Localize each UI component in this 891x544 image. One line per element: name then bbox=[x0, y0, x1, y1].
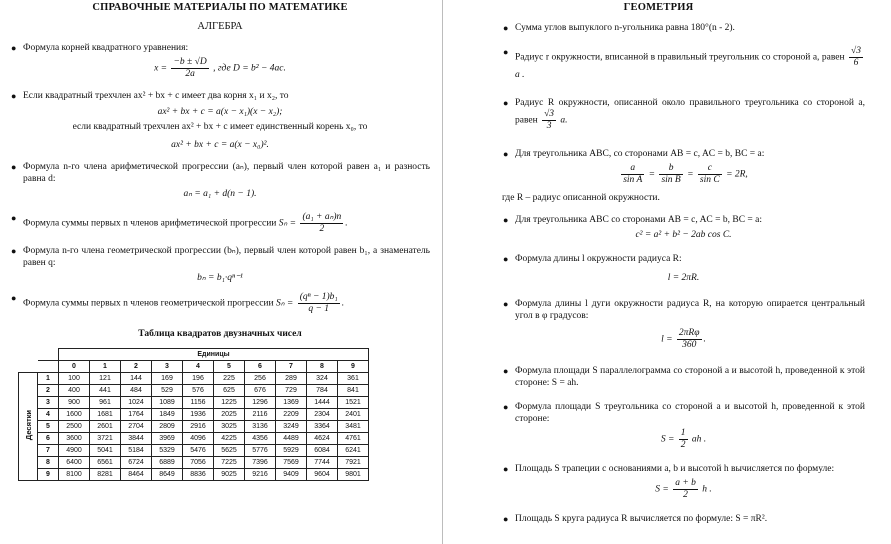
square-value-cell: 7396 bbox=[245, 457, 276, 469]
square-value-cell: 4761 bbox=[338, 433, 369, 445]
table-row bbox=[19, 385, 369, 397]
square-value-cell: 1681 bbox=[90, 409, 121, 421]
unit-header-cell: 0 bbox=[59, 361, 90, 373]
square-value-cell: 2025 bbox=[214, 409, 245, 421]
square-value-cell: 3721 bbox=[90, 433, 121, 445]
quadratic-denominator: 2a bbox=[185, 69, 195, 79]
trinomial-text: Если квадратный трехчлен ax² + bx + c имеет два корня x₁ и x₂, то bbox=[23, 91, 289, 101]
inscribed-radius-text: Радиус r окружности, вписанной в правильный треугольник со стороной a, равен bbox=[515, 52, 845, 63]
tens-index-cell: 9 bbox=[38, 469, 59, 481]
circumference-item bbox=[502, 253, 865, 265]
square-value-cell: 9801 bbox=[338, 469, 369, 481]
square-value-cell: 576 bbox=[183, 385, 214, 397]
arithmetic-sum-item bbox=[10, 212, 430, 235]
sines-denominator-b: sin B bbox=[661, 175, 681, 185]
arc-lhs: l = bbox=[661, 334, 673, 345]
square-value-cell: 121 bbox=[90, 373, 121, 385]
square-value-cell: 225 bbox=[214, 373, 245, 385]
square-value-cell: 3844 bbox=[121, 433, 152, 445]
law-of-sines-text: Для треугольника ABC, со сторонами AB = c, AC = b, BC = a: bbox=[515, 149, 765, 159]
square-value-cell: 4489 bbox=[276, 433, 307, 445]
square-value-cell: 6241 bbox=[338, 445, 369, 457]
circle-area-text: Площадь S круга радиуса R вычисляется по формуле: S = πR². bbox=[515, 514, 768, 524]
arc-length-formula: l = $\frac{\text{2πRφ}}{360}$ . bbox=[661, 328, 706, 350]
polygon-angles-item bbox=[502, 22, 865, 34]
square-value-cell: 1024 bbox=[121, 397, 152, 409]
inscribed-radius-denominator: 6 bbox=[853, 58, 859, 68]
square-value-cell: 529 bbox=[152, 385, 183, 397]
geometric-sum-numerator: (qⁿ − 1)b₁ bbox=[299, 292, 338, 302]
square-value-cell: 3249 bbox=[276, 421, 307, 433]
arc-length-text: Формула длины l дуги окружности радиуса R, на которую опирается центральный угол в φ градусов: bbox=[515, 299, 865, 321]
square-value-cell: 1444 bbox=[307, 397, 338, 409]
square-value-cell: 784 bbox=[307, 385, 338, 397]
tens-index-cell: 2 bbox=[38, 385, 59, 397]
square-value-cell: 8649 bbox=[152, 469, 183, 481]
geometric-sum-denominator: q − 1 bbox=[308, 304, 330, 314]
square-value-cell: 2209 bbox=[276, 409, 307, 421]
column-divider bbox=[442, 0, 443, 544]
geometric-sum-formula: Sₙ = $\frac{\text{(qⁿ − 1)b₁}}{q - 1}$ . bbox=[275, 292, 345, 314]
square-value-cell: 4900 bbox=[59, 445, 90, 457]
quadratic-lhs: x = bbox=[154, 63, 168, 74]
bullet-icon: ● bbox=[11, 162, 17, 172]
square-value-cell: 2116 bbox=[245, 409, 276, 421]
bullet-icon: ● bbox=[503, 254, 509, 264]
inscribed-radius-tail: a . bbox=[515, 70, 525, 80]
bullet-icon: ● bbox=[11, 43, 17, 53]
arithmetic-sum-text: Формула суммы первых n членов арифметической прогрессии bbox=[23, 218, 277, 229]
quadratic-rhs: , где D = b² − 4ac. bbox=[213, 63, 286, 74]
sines-denominator-a: sin A bbox=[623, 175, 643, 185]
triangle-area-item bbox=[502, 401, 865, 425]
polygon-angles-text: Сумма углов выпуклого n-угольника равна 180°(n - 2). bbox=[515, 23, 735, 33]
table-row bbox=[19, 373, 369, 385]
square-value-cell: 169 bbox=[152, 373, 183, 385]
triangle-area-text: Формула площади S треугольника со стороной a и высотой h, проведенной к этой стороне: bbox=[515, 402, 865, 424]
unit-header-cell: 3 bbox=[152, 361, 183, 373]
square-value-cell: 9409 bbox=[276, 469, 307, 481]
triangle-area-formula bbox=[502, 428, 865, 451]
geometric-sum-item bbox=[10, 292, 430, 315]
table-corner-2 bbox=[38, 349, 59, 361]
circle-area-item bbox=[502, 513, 865, 525]
tens-index-cell: 6 bbox=[38, 433, 59, 445]
quadratic-fraction bbox=[171, 57, 208, 80]
square-value-cell: 2916 bbox=[183, 421, 214, 433]
law-of-cosines-item bbox=[502, 214, 865, 226]
square-value-cell: 7225 bbox=[214, 457, 245, 469]
tens-index-cell: 4 bbox=[38, 409, 59, 421]
arc-fraction bbox=[677, 328, 702, 351]
sines-numerator-a: a bbox=[621, 163, 644, 175]
law-of-cosines-formula: c² = a² + b² − 2ab cos C. bbox=[635, 230, 732, 240]
square-value-cell: 6400 bbox=[59, 457, 90, 469]
square-value-cell: 484 bbox=[121, 385, 152, 397]
unit-header-cell: 8 bbox=[307, 361, 338, 373]
table-row bbox=[19, 409, 369, 421]
square-value-cell: 2809 bbox=[152, 421, 183, 433]
square-value-cell: 5184 bbox=[121, 445, 152, 457]
unit-header-cell: 6 bbox=[245, 361, 276, 373]
quadratic-formula-item bbox=[10, 42, 430, 54]
square-value-cell: 961 bbox=[90, 397, 121, 409]
inscribed-radius-fraction bbox=[849, 46, 863, 69]
page-title: СПРАВОЧНЫЕ МАТЕРИАЛЫ ПО МАТЕМАТИКЕ bbox=[92, 2, 348, 13]
square-value-cell: 6724 bbox=[121, 457, 152, 469]
geometric-nth-item bbox=[10, 245, 430, 269]
circumference-text: Формула длины l окружности радиуса R: bbox=[515, 254, 682, 264]
unit-header-cell: 2 bbox=[121, 361, 152, 373]
square-value-cell: 729 bbox=[276, 385, 307, 397]
sines-tail: = 2R, bbox=[726, 169, 748, 180]
square-value-cell: 5329 bbox=[152, 445, 183, 457]
table-corner-3 bbox=[19, 361, 38, 373]
square-value-cell: 441 bbox=[90, 385, 121, 397]
unit-header-cell: 7 bbox=[276, 361, 307, 373]
quadratic-label: Формула корней квадратного уравнения: bbox=[23, 43, 189, 53]
square-value-cell: 256 bbox=[245, 373, 276, 385]
square-value-cell: 6889 bbox=[152, 457, 183, 469]
arithmetic-sum-fraction bbox=[300, 212, 343, 235]
squares-table bbox=[18, 348, 369, 481]
square-value-cell: 5929 bbox=[276, 445, 307, 457]
square-value-cell: 676 bbox=[245, 385, 276, 397]
bullet-icon: ● bbox=[503, 514, 509, 524]
triangle-numerator: 1 bbox=[680, 428, 686, 438]
table-corner-4 bbox=[38, 361, 59, 373]
bullet-icon: ● bbox=[503, 464, 509, 474]
trapezoid-fraction bbox=[673, 478, 698, 501]
square-value-cell: 2500 bbox=[59, 421, 90, 433]
bullet-icon: ● bbox=[11, 246, 17, 256]
trapezoid-denominator: 2 bbox=[683, 490, 688, 500]
square-value-cell: 7744 bbox=[307, 457, 338, 469]
trinomial-text-2: если квадратный трехчлен ax² + bx + c имеет единственный корень x₀, то bbox=[72, 122, 368, 132]
circumscribed-radius-denominator: 3 bbox=[546, 121, 552, 131]
algebra-heading: АЛГЕБРА bbox=[197, 21, 243, 32]
sines-fraction-b bbox=[659, 163, 682, 186]
unit-header-cell: 9 bbox=[338, 361, 369, 373]
square-value-cell: 2601 bbox=[90, 421, 121, 433]
square-value-cell: 1849 bbox=[152, 409, 183, 421]
trapezoid-lhs: S = bbox=[655, 484, 669, 495]
sines-numerator-b: b bbox=[659, 163, 682, 175]
sines-fraction-c bbox=[698, 163, 722, 186]
law-of-sines-formula: $\frac{a}{\text{sin A}}$ = $\frac{b}{\text{sin B}}$ = $\frac{c}{\text{sin C}}$ = 2R, bbox=[623, 163, 748, 185]
arc-numerator: 2πRφ bbox=[678, 328, 700, 338]
square-value-cell: 1089 bbox=[152, 397, 183, 409]
inscribed-radius-numerator: √3 bbox=[851, 46, 861, 56]
algebra-column bbox=[0, 0, 442, 544]
square-value-cell: 6561 bbox=[90, 457, 121, 469]
square-value-cell: 1600 bbox=[59, 409, 90, 421]
bullet-icon: ● bbox=[11, 91, 17, 101]
square-value-cell: 1369 bbox=[276, 397, 307, 409]
table-row bbox=[19, 397, 369, 409]
geometric-sum-text: Формула суммы первых n членов геометрической прогрессии bbox=[23, 298, 274, 309]
table-row bbox=[19, 469, 369, 481]
geometric-nth-text: Формула n-го члена геометрической прогрессии (bₙ), первый член которой равен b₁, а знаменатель равен q: bbox=[23, 246, 430, 268]
tens-label-cell bbox=[19, 373, 38, 481]
bullet-icon: ● bbox=[11, 213, 17, 223]
trinomial-item bbox=[10, 90, 430, 102]
geometric-nth-formula: bₙ = b₁·qⁿ⁻¹ bbox=[197, 273, 243, 283]
quadratic-formula bbox=[10, 57, 430, 80]
arithmetic-sum-formula: Sₙ = $\frac{\text{(a₁ + aₙ)n}}{2}$ . bbox=[278, 212, 348, 234]
square-value-cell: 3025 bbox=[214, 421, 245, 433]
geometric-sum-lhs: Sₙ = bbox=[275, 298, 294, 309]
bullet-icon: ● bbox=[11, 293, 17, 303]
trapezoid-area-text: Площадь S трапеции с основаниями a, b и высотой h вычисляется по формуле: bbox=[515, 464, 835, 474]
trapezoid-tail: h . bbox=[702, 484, 712, 495]
table-row bbox=[19, 433, 369, 445]
arithmetic-sum-denominator: 2 bbox=[319, 224, 325, 234]
sines-where: где R – радиус описанной окружности. bbox=[502, 193, 660, 203]
bullet-icon: ● bbox=[503, 215, 509, 225]
square-value-cell: 8464 bbox=[121, 469, 152, 481]
square-value-cell: 5776 bbox=[245, 445, 276, 457]
geometry-column bbox=[446, 0, 891, 544]
tens-label: Десятки bbox=[23, 410, 33, 441]
geometry-heading: ГЕОМЕТРИЯ bbox=[623, 2, 694, 13]
table-row bbox=[19, 421, 369, 433]
square-value-cell: 144 bbox=[121, 373, 152, 385]
quadratic-numerator: −b ± √D bbox=[173, 57, 207, 67]
units-header: Единицы bbox=[59, 349, 369, 361]
square-value-cell: 100 bbox=[59, 373, 90, 385]
tens-index-cell: 1 bbox=[38, 373, 59, 385]
arithmetic-nth-item bbox=[10, 161, 430, 185]
square-value-cell: 3364 bbox=[307, 421, 338, 433]
square-value-cell: 4225 bbox=[214, 433, 245, 445]
square-value-cell: 3481 bbox=[338, 421, 369, 433]
square-value-cell: 1936 bbox=[183, 409, 214, 421]
trinomial-formula-1: ax² + bx + c = a(x − x₁)(x − x₂); bbox=[157, 107, 283, 117]
square-value-cell: 2304 bbox=[307, 409, 338, 421]
square-value-cell: 196 bbox=[183, 373, 214, 385]
trapezoid-area-formula bbox=[502, 478, 865, 501]
triangle-fraction bbox=[679, 428, 688, 451]
square-value-cell: 9604 bbox=[307, 469, 338, 481]
circumscribed-radius-fraction bbox=[542, 109, 556, 132]
arithmetic-sum-lhs: Sₙ = bbox=[278, 218, 297, 229]
square-value-cell: 4356 bbox=[245, 433, 276, 445]
square-value-cell: 9025 bbox=[214, 469, 245, 481]
square-value-cell: 4096 bbox=[183, 433, 214, 445]
square-value-cell: 8836 bbox=[183, 469, 214, 481]
square-value-cell: 5041 bbox=[90, 445, 121, 457]
arc-length-item bbox=[502, 298, 865, 322]
square-value-cell: 6084 bbox=[307, 445, 338, 457]
tens-index-cell: 5 bbox=[38, 421, 59, 433]
square-value-cell: 289 bbox=[276, 373, 307, 385]
trinomial-formula-2: ax² + bx + c = a(x − x₀)². bbox=[171, 140, 269, 150]
square-value-cell: 4624 bbox=[307, 433, 338, 445]
trapezoid-area-item bbox=[502, 463, 865, 475]
arithmetic-nth-text: Формула n-го члена арифметической прогрессии (aₙ), первый член которой равен a₁ и разность равна d: bbox=[23, 162, 430, 184]
bullet-icon: ● bbox=[503, 23, 509, 33]
inscribed-radius-item bbox=[502, 46, 865, 81]
square-value-cell: 1521 bbox=[338, 397, 369, 409]
tens-index-cell: 7 bbox=[38, 445, 59, 457]
square-value-cell: 1296 bbox=[245, 397, 276, 409]
square-value-cell: 3136 bbox=[245, 421, 276, 433]
square-value-cell: 400 bbox=[59, 385, 90, 397]
unit-header-cell: 5 bbox=[214, 361, 245, 373]
square-value-cell: 8281 bbox=[90, 469, 121, 481]
square-value-cell: 1764 bbox=[121, 409, 152, 421]
square-value-cell: 361 bbox=[338, 373, 369, 385]
square-value-cell: 3600 bbox=[59, 433, 90, 445]
square-value-cell: 1156 bbox=[183, 397, 214, 409]
parallelogram-area-item bbox=[502, 365, 865, 389]
bullet-icon: ● bbox=[503, 98, 509, 108]
bullet-icon: ● bbox=[503, 402, 509, 412]
circumscribed-radius-text: Радиус R окружности, описанной около правильного треугольника со стороной a, равен bbox=[515, 98, 865, 126]
square-value-cell: 3969 bbox=[152, 433, 183, 445]
square-value-cell: 7921 bbox=[338, 457, 369, 469]
unit-header-cell: 1 bbox=[90, 361, 121, 373]
square-value-cell: 2401 bbox=[338, 409, 369, 421]
square-value-cell: 9216 bbox=[245, 469, 276, 481]
circumscribed-radius-numerator: √3 bbox=[544, 109, 555, 119]
table-row bbox=[19, 457, 369, 469]
unit-header-cell: 4 bbox=[183, 361, 214, 373]
sines-fraction-a bbox=[621, 163, 644, 186]
law-of-sines-item bbox=[502, 148, 865, 160]
triangle-denominator: 2 bbox=[680, 440, 686, 450]
squares-table-title: Таблица квадратов двузначных чисел bbox=[138, 329, 302, 339]
circumscribed-radius-tail: a. bbox=[560, 115, 568, 126]
square-value-cell: 7056 bbox=[183, 457, 214, 469]
table-corner bbox=[19, 349, 38, 361]
table-row bbox=[19, 445, 369, 457]
sines-denominator-c: sin C bbox=[699, 175, 720, 185]
parallelogram-area-text: Формула площади S параллелограмма со стороной a и высотой h, проведенной к этой стороне: S = ah. bbox=[515, 366, 865, 388]
bullet-icon: ● bbox=[503, 299, 509, 309]
square-value-cell: 324 bbox=[307, 373, 338, 385]
law-of-cosines-text: Для треугольника ABC со сторонами AB = c, AC = b, BC = a: bbox=[515, 215, 763, 225]
square-value-cell: 8100 bbox=[59, 469, 90, 481]
geometric-sum-fraction bbox=[298, 292, 340, 315]
tens-index-cell: 8 bbox=[38, 457, 59, 469]
tens-index-cell: 3 bbox=[38, 397, 59, 409]
square-value-cell: 2704 bbox=[121, 421, 152, 433]
sines-numerator-c: c bbox=[698, 163, 722, 175]
bullet-icon: ● bbox=[503, 47, 509, 57]
arc-denominator: 360 bbox=[682, 340, 697, 350]
trapezoid-numerator: a + b bbox=[675, 478, 696, 488]
square-value-cell: 841 bbox=[338, 385, 369, 397]
arithmetic-sum-numerator: (a₁ + aₙ)n bbox=[302, 212, 342, 222]
square-value-cell: 900 bbox=[59, 397, 90, 409]
square-value-cell: 7569 bbox=[276, 457, 307, 469]
square-value-cell: 5625 bbox=[214, 445, 245, 457]
circumscribed-radius-item bbox=[502, 97, 865, 132]
bullet-icon: ● bbox=[503, 366, 509, 376]
bullet-icon: ● bbox=[503, 149, 509, 159]
triangle-lhs: S = bbox=[660, 434, 675, 445]
triangle-tail: ah . bbox=[691, 434, 707, 445]
square-value-cell: 625 bbox=[214, 385, 245, 397]
circumference-formula: l = 2πR. bbox=[667, 273, 700, 283]
square-value-cell: 5476 bbox=[183, 445, 214, 457]
arithmetic-nth-formula: aₙ = a₁ + d(n − 1). bbox=[183, 189, 257, 199]
square-value-cell: 1225 bbox=[214, 397, 245, 409]
